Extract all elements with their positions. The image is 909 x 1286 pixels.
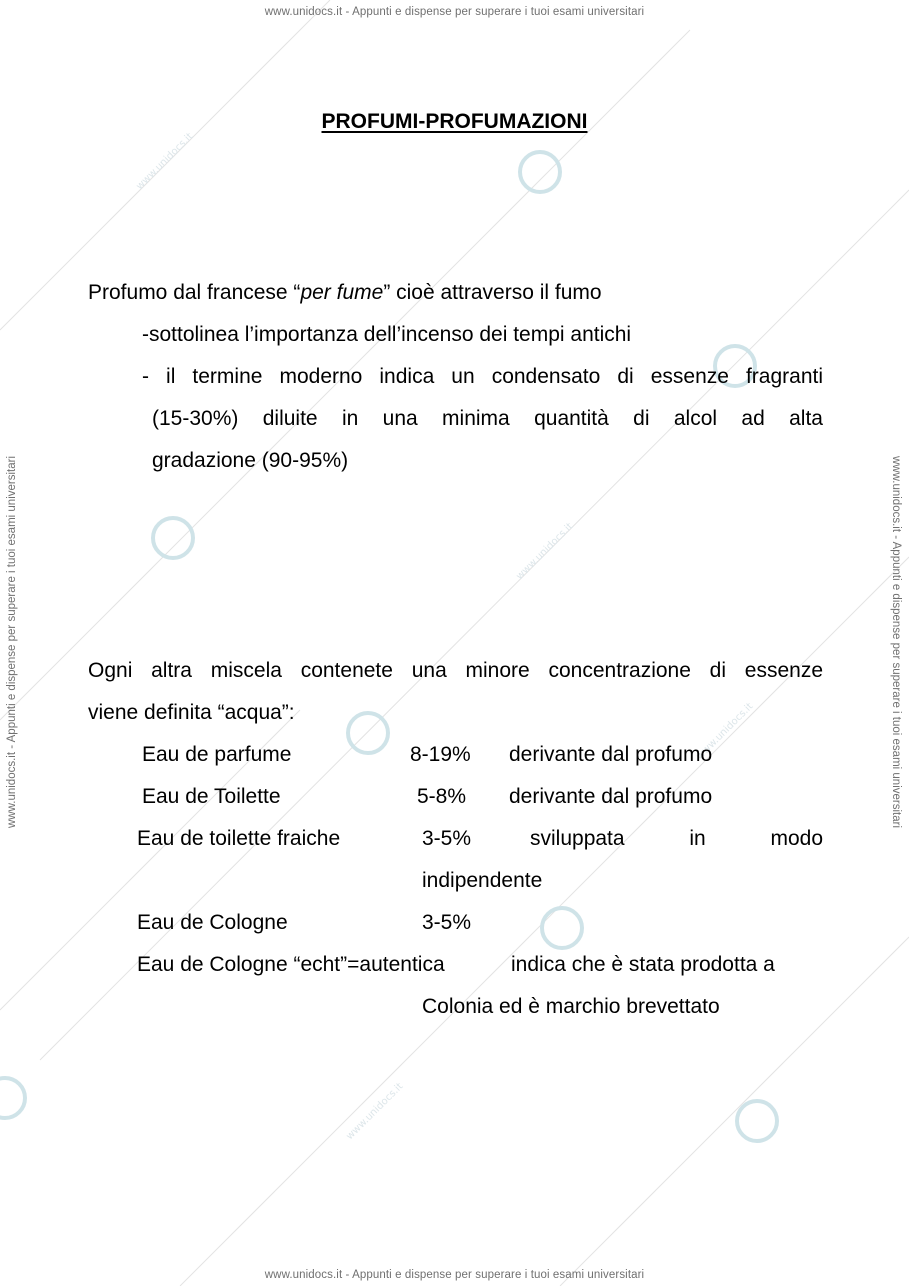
entry-description-continued: indipendente	[422, 869, 543, 892]
svg-text:www.unidocs.it: www.unidocs.it	[514, 521, 576, 583]
entry-name: Eau de Cologne	[137, 911, 288, 934]
entry-percentage: 3-5%	[422, 911, 472, 934]
intro-pre: Profumo dal francese “	[88, 281, 301, 304]
entry-name: Eau de toilette fraiche	[137, 827, 341, 850]
bullet-2-line-2: (15-30%) diluite in una minima quantità di alcol ad alta	[152, 407, 823, 430]
intro-italic: per fume	[300, 281, 384, 304]
entry-percentage: 3-5%	[422, 827, 472, 850]
watermark-side-left: www.unidocs.it - Appunti e dispense per superare i tuoi esami universitari	[6, 455, 18, 829]
entry-description: derivante dal profumo	[509, 785, 713, 808]
intro-post: ” cioè attraverso il fumo	[383, 281, 602, 304]
entry-name: Eau de parfume	[142, 743, 292, 766]
para-2-line-2: viene definita “acqua”:	[88, 701, 295, 724]
entry-name: Eau de Toilette	[142, 785, 281, 808]
bullet-1: -sottolinea l’importanza dell’incenso dei tempi antichi	[142, 323, 632, 346]
entry-description: sviluppata in modo	[530, 827, 823, 850]
entry-description: indica che è stata prodotta a	[511, 953, 775, 976]
svg-text:www.unidocs.it: www.unidocs.it	[134, 131, 196, 193]
watermark-side-right: www.unidocs.it - Appunti e dispense per superare i tuoi esami universitari	[890, 455, 902, 829]
watermark-header: www.unidocs.it - Appunti e dispense per superare i tuoi esami universitari	[264, 6, 645, 18]
entry-description: derivante dal profumo	[509, 743, 713, 766]
bullet-2-line-1: - il termine moderno indica un condensato di essenze fragranti	[142, 365, 823, 388]
entry-name: Eau de Cologne “echt”=autentica	[137, 953, 445, 976]
svg-text:www.unidocs.it: www.unidocs.it	[344, 1081, 406, 1143]
entry-percentage: 5-8%	[417, 785, 467, 808]
page-title: PROFUMI-PROFUMAZIONI	[321, 110, 588, 133]
svg-text:www.unidocs.it: www.unidocs.it	[694, 701, 756, 763]
entry-description-continued: Colonia ed è marchio brevettato	[422, 995, 720, 1018]
intro-line	[88, 280, 602, 306]
para-2-line-1: Ogni altra miscela contenete una minore concentrazione di essenze	[88, 659, 823, 682]
bullet-2-line-3: gradazione (90-95%)	[152, 449, 349, 472]
entry-percentage: 8-19%	[410, 743, 471, 766]
watermark-footer: www.unidocs.it - Appunti e dispense per superare i tuoi esami universitari	[264, 1269, 645, 1281]
